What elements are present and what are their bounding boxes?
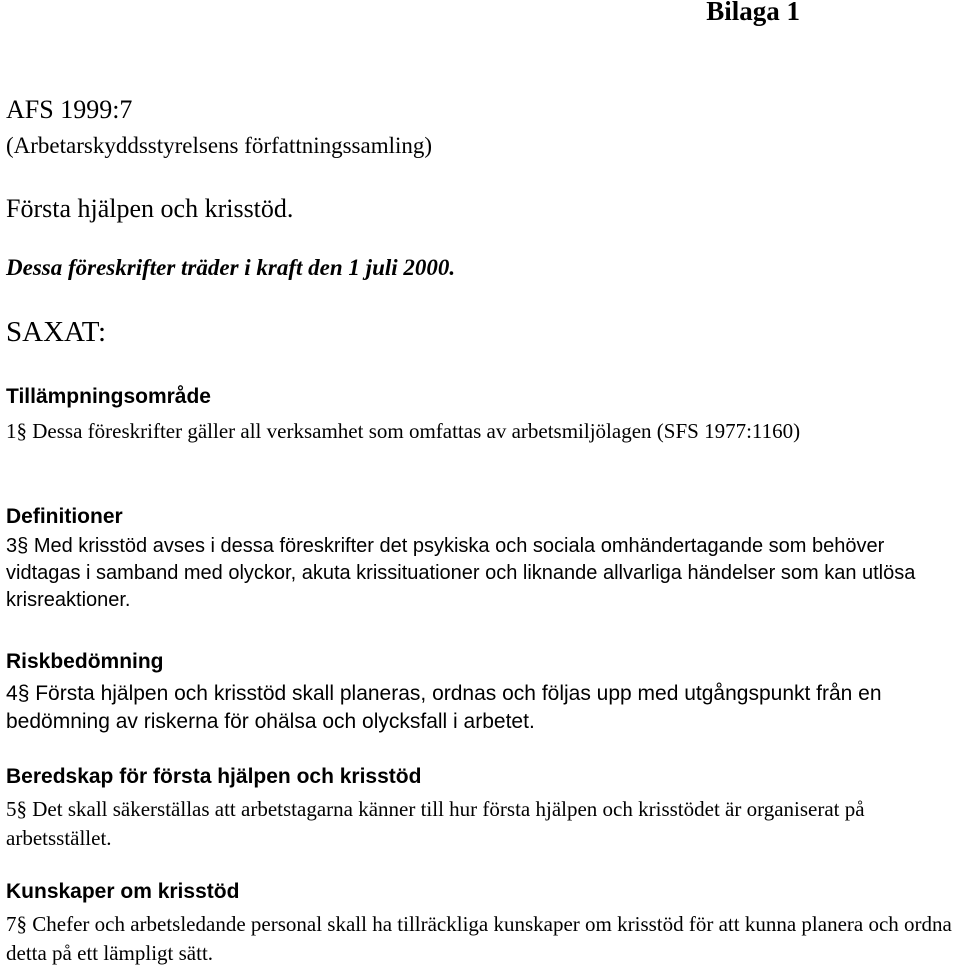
paragraph-text: Första hjälpen och krisstöd skall planeras, ordnas och följas upp med utgångspunkt från en bedömning av riskerna för ohälsa och olycksfall i arbetet. (6, 682, 882, 733)
appendix-label: Bilaga 1 (706, 0, 800, 26)
document-title: Första hjälpen och krisstöd. (6, 194, 294, 223)
section-symbol: § (16, 419, 27, 443)
section-heading-scope: Tillämpningsområde (6, 385, 211, 408)
document-code: AFS 1999:7 (6, 95, 133, 124)
section-heading-risk-assessment: Riskbedömning (6, 650, 164, 673)
section-paragraph-preparedness (6, 795, 946, 853)
section-heading-crisis-knowledge: Kunskaper om krisstöd (6, 880, 240, 903)
section-paragraph-definitions (6, 533, 946, 614)
section-paragraph-risk-assessment (6, 680, 960, 736)
section-symbol: § (16, 797, 27, 821)
paragraph-text: Chefer och arbetsledande personal skall ha tillräckliga kunskaper om krisstöd för att kunna planera och ordna detta på ett lämpligt sätt. (6, 912, 952, 965)
section-symbol: § (16, 912, 27, 936)
paragraph-text: Det skall säkerställas att arbetstagarna känner till hur första hjälpen och krisstödet är organiserat på arbetsstället. (6, 797, 865, 850)
document-series: (Arbetarskyddsstyrelsens författningssamling) (6, 133, 433, 158)
paragraph-number: 4 (6, 682, 18, 705)
section-paragraph-scope (6, 417, 886, 446)
paragraph-text: Med krisstöd avses i dessa föreskrifter det psykiska och sociala omhändertagande som behöver vidtagas i samband med olyckor, akuta krissituationer och liknande allvarliga händelser som kan utlösa krisreaktioner. (6, 535, 916, 611)
paragraph-number: 5 (6, 797, 17, 821)
section-symbol: § (17, 682, 30, 705)
paragraph-number: 7 (6, 912, 17, 936)
section-symbol: § (17, 535, 29, 557)
paragraph-number: 3 (6, 535, 18, 557)
paragraph-text: Dessa föreskrifter gäller all verksamhet som omfattas av arbetsmiljölagen (SFS 1977:1160) (32, 419, 801, 443)
section-heading-preparedness: Beredskap för första hjälpen och krisstöd (6, 765, 422, 788)
section-paragraph-crisis-knowledge (6, 910, 960, 968)
excerpt-label: SAXAT: (6, 316, 107, 348)
section-heading-definitions: Definitioner (6, 505, 123, 528)
paragraph-number: 1 (6, 419, 17, 443)
effective-date-note: Dessa föreskrifter träder i kraft den 1 juli 2000. (6, 255, 456, 280)
